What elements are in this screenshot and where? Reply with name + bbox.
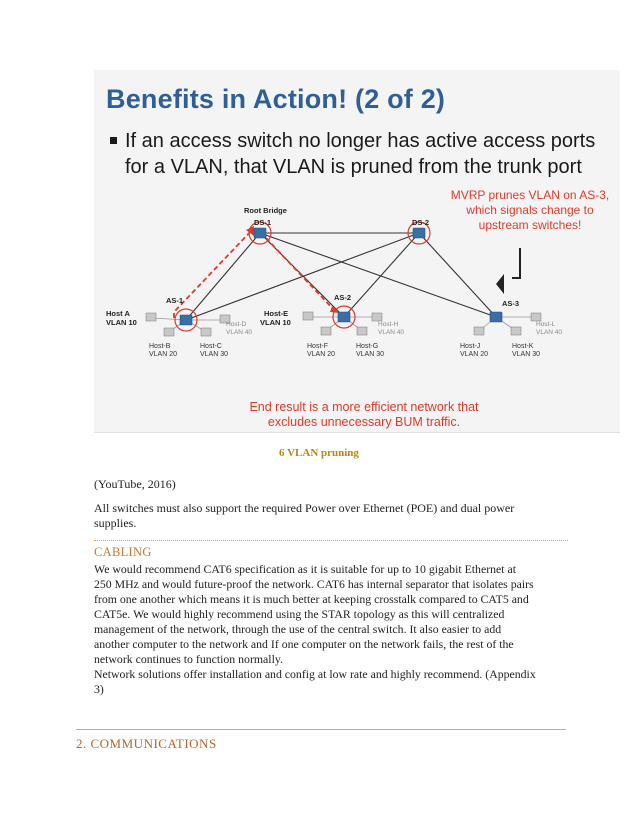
- cabling-line: from one another which means it is much better at keeping crosstalk compared to CAT5 and: [94, 592, 529, 606]
- switch-label-ds1: DS-1: [254, 218, 272, 227]
- computer-icon: [201, 328, 211, 336]
- switch-icon: [338, 312, 350, 322]
- cabling-line: 250 MHz and would future-proof the network. CAT6 has internal separator that isolates pairs: [94, 577, 534, 591]
- switch-label-as3: AS-3: [502, 299, 520, 308]
- computer-icon: [372, 313, 382, 321]
- cabling-line: CAT5e. We would highly recommend using the STAR topology as this will centralized: [94, 607, 505, 621]
- computer-icon: [321, 327, 331, 335]
- section-rule: [76, 729, 566, 730]
- end-result-note: [194, 400, 534, 430]
- callout-line: upstream switches!: [478, 218, 582, 232]
- host-e-name: Host-E: [264, 309, 289, 318]
- poe-line: All switches must also support the required Power over Ethernet (POE) and dual power: [94, 501, 515, 515]
- bullet-line-2: for a VLAN, that VLAN is pruned from the trunk port: [125, 156, 582, 178]
- switch-icon: [254, 228, 266, 238]
- host-d-vlan: VLAN 40: [226, 329, 253, 336]
- computer-icon: [146, 313, 156, 321]
- host-d-name: Host-D: [226, 321, 247, 328]
- poe-line: supplies.: [94, 516, 137, 530]
- computer-icon: [531, 313, 541, 321]
- switch-label-as2: AS-2: [334, 293, 352, 302]
- computer-icon: [357, 327, 367, 335]
- switch-label-ds2: DS-2: [412, 218, 430, 227]
- cabling-paragraph: [94, 562, 570, 697]
- slide-title: Benefits in Action! (2 of 2): [106, 84, 446, 114]
- bullet-line-1: If an access switch no longer has active access ports: [125, 130, 596, 152]
- network-diagram: [94, 70, 620, 432]
- callout-line: which signals change to: [466, 203, 594, 217]
- host-b-name: Host-B: [149, 343, 171, 350]
- host-k-vlan: VLAN 30: [512, 351, 541, 358]
- host-c-vlan: VLAN 30: [200, 351, 229, 358]
- host-b-vlan: VLAN 20: [149, 351, 178, 358]
- computer-icon: [474, 327, 484, 335]
- host-j-name: Host-J: [460, 343, 481, 350]
- host-a-vlan: VLAN 10: [106, 318, 137, 327]
- callout-arrow: [512, 248, 520, 278]
- host-f-vlan: VLAN 20: [307, 351, 336, 358]
- switch-icon: [490, 312, 502, 322]
- cabling-heading: CABLING: [94, 545, 152, 559]
- switch-icon: [413, 228, 425, 238]
- arrow-head: [496, 274, 504, 294]
- poe-paragraph: [94, 501, 570, 531]
- computer-icon: [303, 312, 313, 320]
- host-k-name: Host-K: [512, 343, 534, 350]
- host-g-vlan: VLAN 30: [356, 351, 385, 358]
- cabling-line: network continues to function normally.: [94, 652, 283, 666]
- host-a-name: Host A: [106, 309, 130, 318]
- host-f-name: Host-F: [307, 343, 328, 350]
- switch-label-as1: AS-1: [166, 296, 184, 305]
- cabling-line: management of the network, through the use of the central switch. It also easier to add: [94, 622, 502, 636]
- host-h-name: Host-H: [378, 321, 399, 328]
- cabling-line: Network solutions offer installation and config at low rate and highly recommend. (Appendix: [94, 667, 536, 681]
- computer-icon: [511, 327, 521, 335]
- switch-icon: [180, 315, 192, 325]
- host-h-vlan: VLAN 40: [378, 329, 405, 336]
- end-result-line: End result is a more efficient network that: [249, 400, 479, 414]
- cabling-line: 3): [94, 682, 104, 696]
- host-c-name: Host-C: [200, 343, 222, 350]
- section-divider: [94, 540, 568, 541]
- host-e-vlan: VLAN 10: [260, 318, 291, 327]
- end-result-line: excludes unnecessary BUM traffic.: [267, 415, 461, 429]
- host-j-vlan: VLAN 20: [460, 351, 489, 358]
- host-l-name: Host-L: [536, 321, 556, 328]
- section-2-heading: 2. COMMUNICATIONS: [76, 736, 217, 751]
- slide-image: [94, 70, 620, 433]
- root-bridge-label: Root Bridge: [244, 206, 287, 215]
- citation: (YouTube, 2016): [94, 477, 176, 491]
- host-g-name: Host-G: [356, 343, 379, 350]
- computer-icon: [164, 328, 174, 336]
- host-l-vlan: VLAN 40: [536, 329, 563, 336]
- cabling-line: We would recommend CAT6 specification as it is suitable for up to 10 gigabit Ethernet at: [94, 562, 516, 576]
- callout-line: MVRP prunes VLAN on AS-3,: [450, 188, 610, 202]
- figure-caption: 6 VLAN pruning: [279, 447, 359, 459]
- cabling-line: another computer to the network and If one computer on the network fails, the rest of the: [94, 637, 514, 651]
